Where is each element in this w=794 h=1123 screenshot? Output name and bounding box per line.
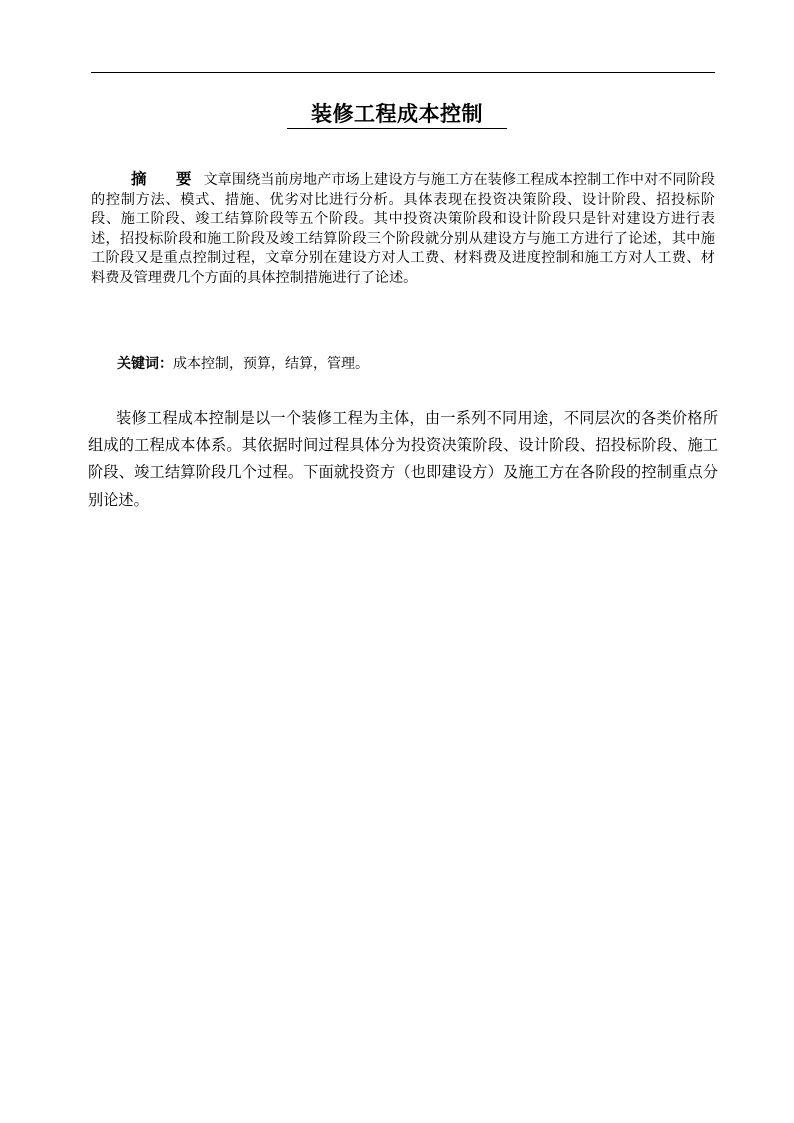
abstract-label: 摘 要 xyxy=(131,170,204,188)
keywords-line xyxy=(117,354,717,374)
abstract-text: 文章围绕当前房地产市场上建设方与施工方在装修工程成本控制工作中对不同阶段的控制方法、模式、措施、优劣对比进行分析。具体表现在投资决策阶段、设计阶段、招投标阶段、施工阶段、竣工结算阶段等五个阶段。其中投资决策阶段和设计阶段只是针对建设方进行表述，招投标阶段和施工阶段及竣工结算阶段三个阶段就分别从建设方与施工方进行了论述，其中施工阶段又是重点控制过程，文章分别在建设方对人工费、材料费及进度控制和施工方对人工费、材料费及管理费几个方面的具体控制措施进行了论述。 xyxy=(91,172,715,286)
body-paragraph: 装修工程成本控制是以一个装修工程为主体，由一系列不同用途，不同层次的各类价格所组成的工程成本体系。其依据时间过程具体分为投资决策阶段、设计阶段、招投标阶段、施工阶段、竣工结算阶段几个过程。下面就投资方（也即建设方）及施工方在各阶段的控制重点分别论述。 xyxy=(88,409,718,509)
title-container xyxy=(0,100,794,129)
keywords-text: 成本控制，预算，结算，管理。 xyxy=(173,356,369,372)
abstract-paragraph xyxy=(91,170,715,289)
keywords-label: 关键词： xyxy=(117,356,173,372)
header-rule xyxy=(91,72,715,73)
document-title: 装修工程成本控制 xyxy=(287,100,507,129)
